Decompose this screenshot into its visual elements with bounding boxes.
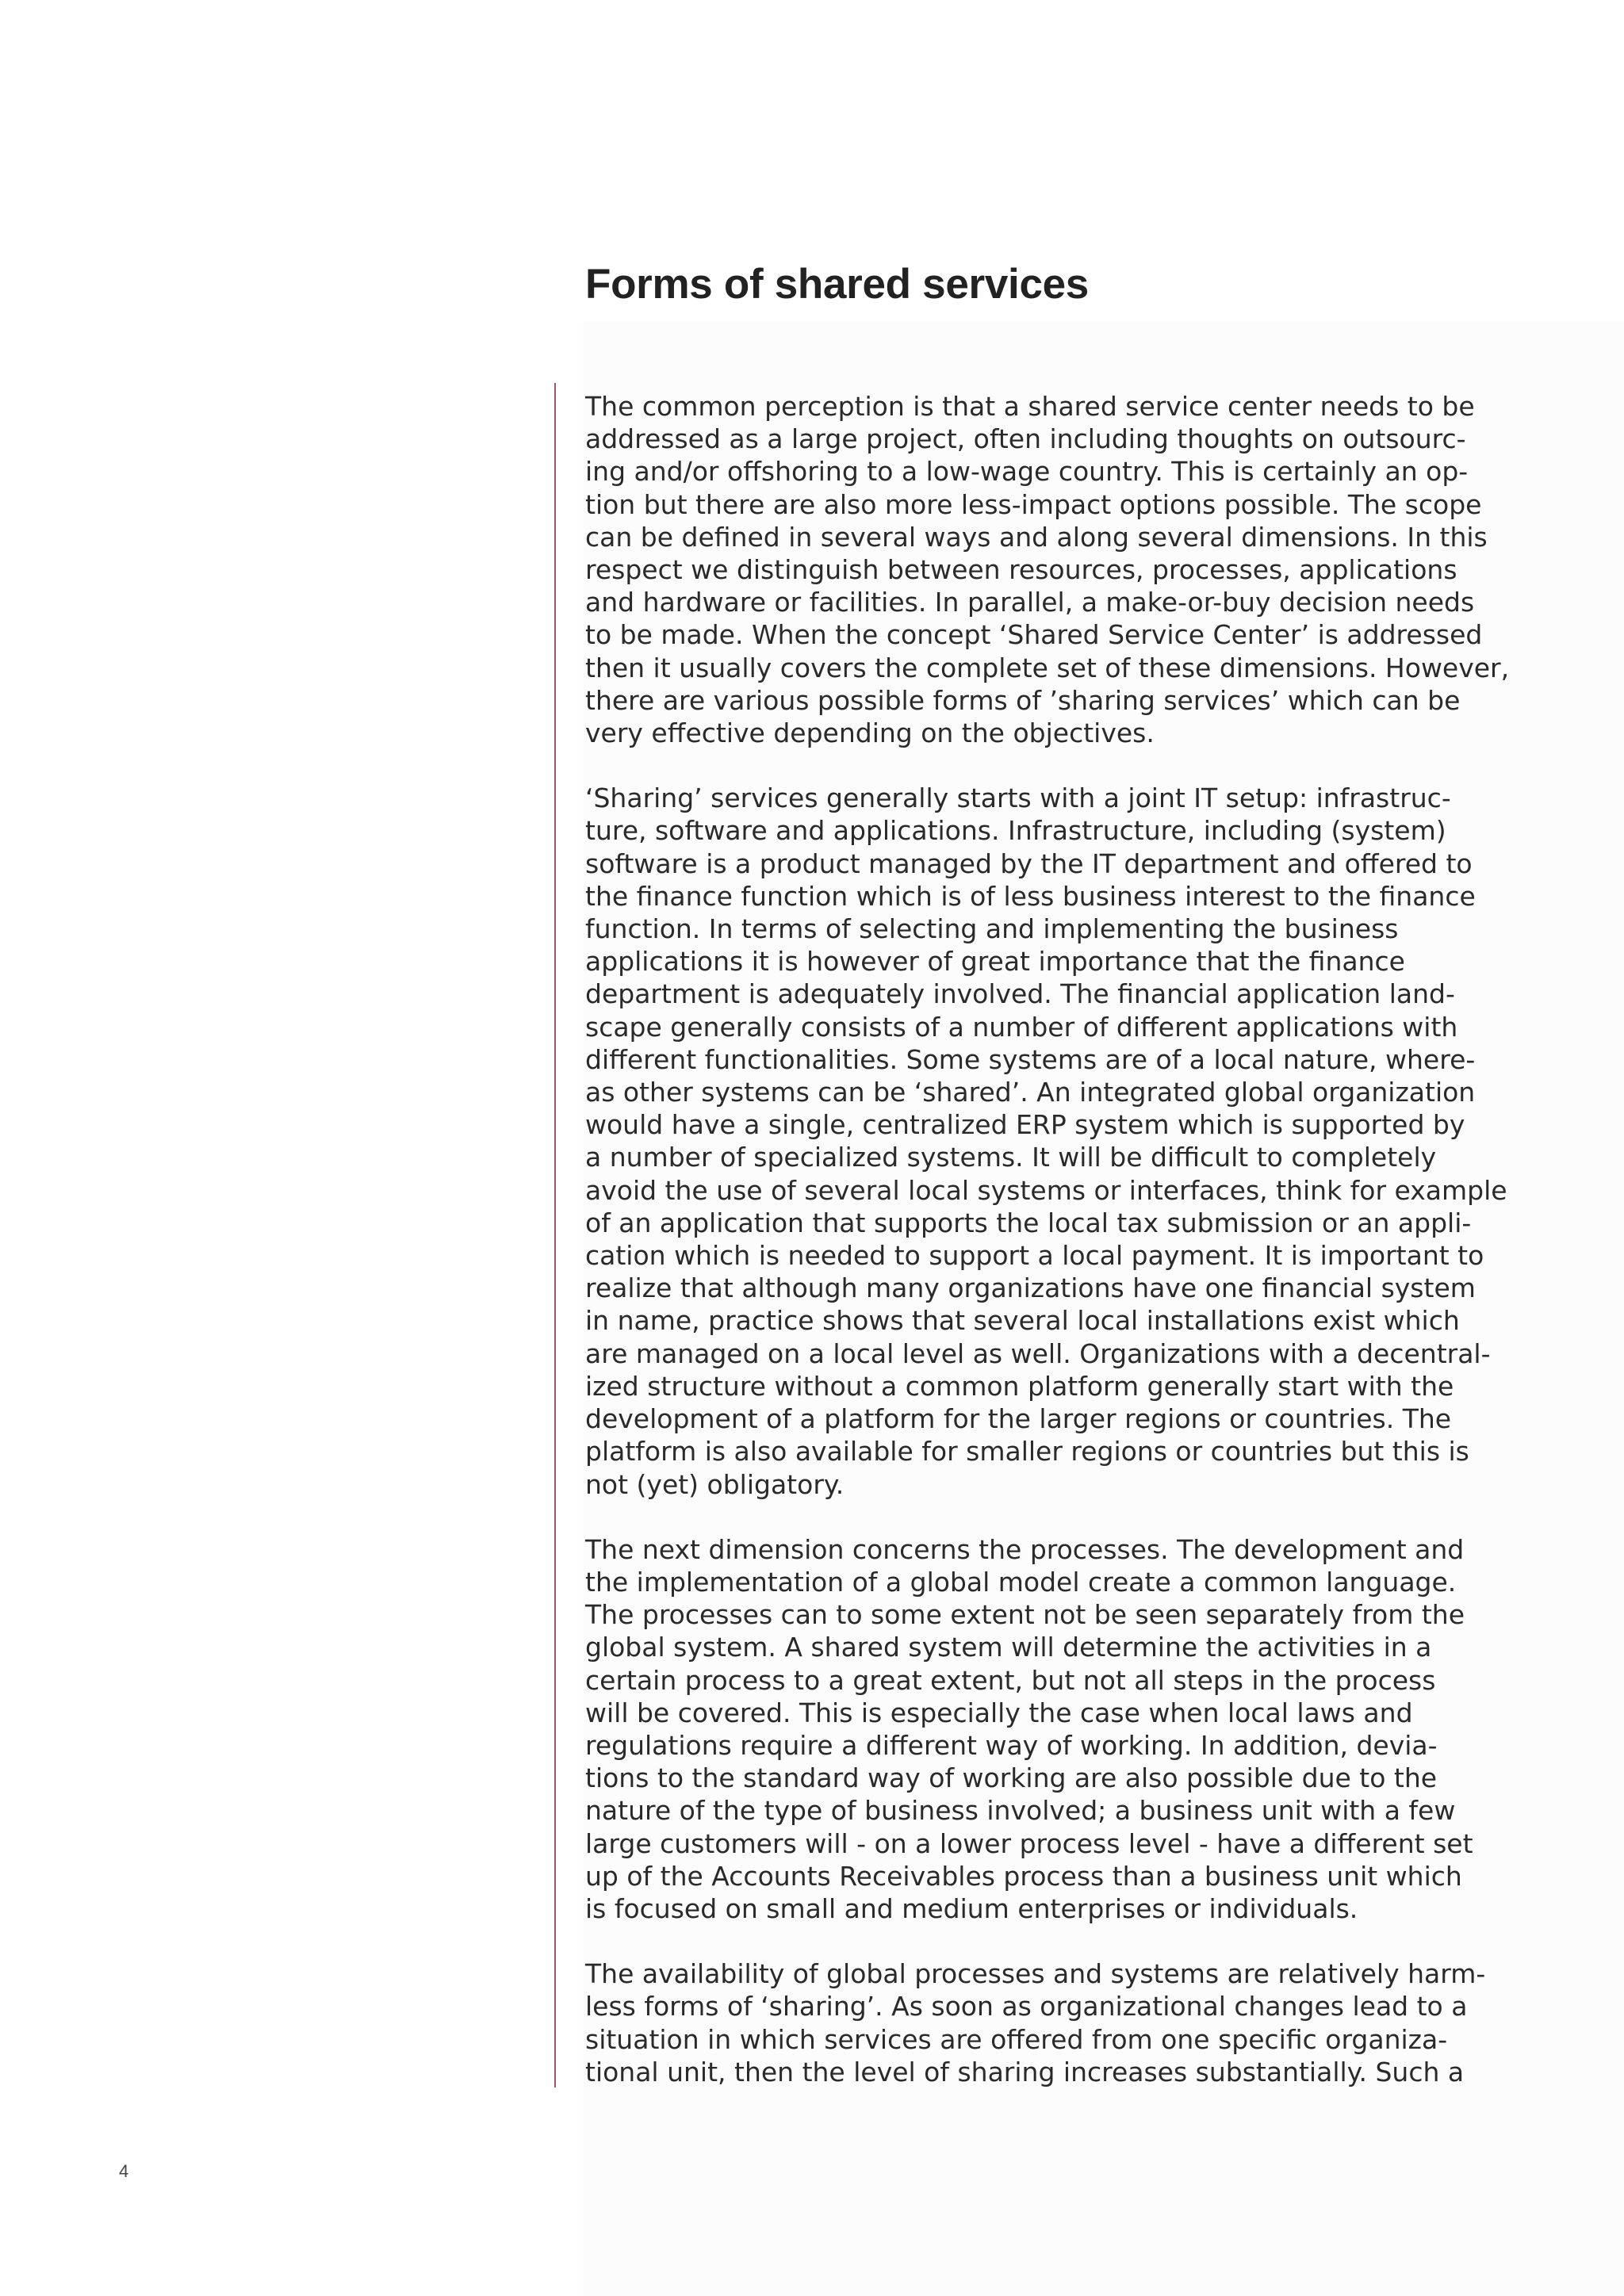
paragraph [585, 1533, 1481, 1925]
text-line: software is a product managed by the IT department and offered to [585, 848, 1473, 879]
text-line: would have a single, centralized ERP system which is supported by [585, 1109, 1465, 1141]
text-line: ized structure without a common platform generally start with the [585, 1370, 1454, 1402]
text-line: situation in which services are offered from one specific organiza- [585, 2023, 1448, 2055]
text-line: to be made. When the concept ‘Shared Service Center’ is addressed [585, 619, 1483, 651]
text-line: applications it is however of great importance that the finance [585, 946, 1405, 978]
text-line: of an application that supports the local tax submission or an appli- [585, 1207, 1472, 1238]
text-line: respect we distinguish between resources, processes, applications [585, 554, 1457, 586]
text-line: the implementation of a global model create a common language. [585, 1566, 1457, 1598]
text-line: nature of the type of business involved; a business unit with a few [585, 1795, 1456, 1827]
text-line: different functionalities. Some systems are of a local nature, where- [585, 1043, 1476, 1075]
text-line: the finance function which is of less business interest to the finance [585, 880, 1476, 912]
text-line: The common perception is that a shared service center needs to be [585, 391, 1475, 422]
text-line: then it usually covers the complete set of these dimensions. However, [585, 652, 1510, 683]
text-line: tion but there are also more less-impact options possible. The scope [585, 488, 1482, 520]
text-line: can be defined in several ways and along several dimensions. In this [585, 521, 1488, 553]
text-line: less forms of ‘sharing’. As soon as organizational changes lead to a [585, 1991, 1468, 2022]
text-line: The processes can to some extent not be seen separately from the [585, 1599, 1465, 1631]
text-line: very effective depending on the objectives. [585, 718, 1155, 749]
text-line: scape generally consists of a number of different applications with [585, 1011, 1458, 1043]
text-line: large customers will - on a lower process level - have a different set [585, 1827, 1473, 1859]
text-line: cation which is needed to support a local payment. It is important to [585, 1240, 1484, 1272]
text-line: realize that although many organizations have one financial system [585, 1272, 1476, 1304]
paragraph [585, 782, 1507, 1500]
text-line: as other systems can be ‘shared’. An integrated global organization [585, 1077, 1476, 1108]
body-text [585, 390, 1510, 2121]
text-line: development of a platform for the larger regions or countries. The [585, 1403, 1452, 1435]
text-line: there are various possible forms of ’sharing services’ which can be [585, 684, 1461, 716]
text-line: department is adequately involved. The financial application land- [585, 978, 1455, 1010]
text-line: ture, software and applications. Infrastructure, including (system) [585, 815, 1446, 847]
text-line: up of the Accounts Receivables process than a business unit which [585, 1860, 1462, 1892]
text-line: addressed as a large project, often including thoughts on outsourc- [585, 423, 1466, 455]
text-line: global system. A shared system will determine the activities in a [585, 1632, 1432, 1663]
text-line: a number of specialized systems. It will be difficult to completely [585, 1142, 1437, 1173]
text-line: tional unit, then the level of sharing increases substantially. Such a [585, 2056, 1465, 2087]
text-line: are managed on a local level as well. Organizations with a decentral- [585, 1337, 1491, 1369]
text-line: platform is also available for smaller regions or countries but this is [585, 1436, 1469, 1468]
text-line: in name, practice shows that several local installations exist which [585, 1305, 1460, 1337]
text-line: not (yet) obligatory. [585, 1468, 845, 1500]
text-line: function. In terms of selecting and implementing the business [585, 913, 1399, 945]
page-title: Forms of shared services [585, 261, 1089, 308]
text-line: avoid the use of several local systems or interfaces, think for example [585, 1174, 1507, 1206]
text-line: tions to the standard way of working are also possible due to the [585, 1762, 1438, 1794]
text-line: will be covered. This is especially the case when local laws and [585, 1697, 1413, 1728]
margin-rule [554, 383, 556, 2087]
paragraph [585, 390, 1510, 749]
text-line: is focused on small and medium enterprises or individuals. [585, 1892, 1358, 1924]
text-line: regulations require a different way of working. In addition, devia- [585, 1729, 1438, 1761]
text-line: ‘Sharing’ services generally starts with a joint IT setup: infrastruc- [585, 783, 1451, 814]
text-line: certain process to a great extent, but not all steps in the process [585, 1664, 1436, 1696]
text-line: ing and/or offshoring to a low-wage country. This is certainly an op- [585, 456, 1469, 488]
text-line: The next dimension concerns the processes. The development and [585, 1533, 1465, 1565]
paragraph [585, 1957, 1486, 2088]
page-number: 4 [119, 2161, 129, 2181]
text-line: The availability of global processes and systems are relatively harm- [585, 1958, 1486, 1990]
text-line: and hardware or facilities. In parallel, a make-or-buy decision needs [585, 587, 1475, 618]
